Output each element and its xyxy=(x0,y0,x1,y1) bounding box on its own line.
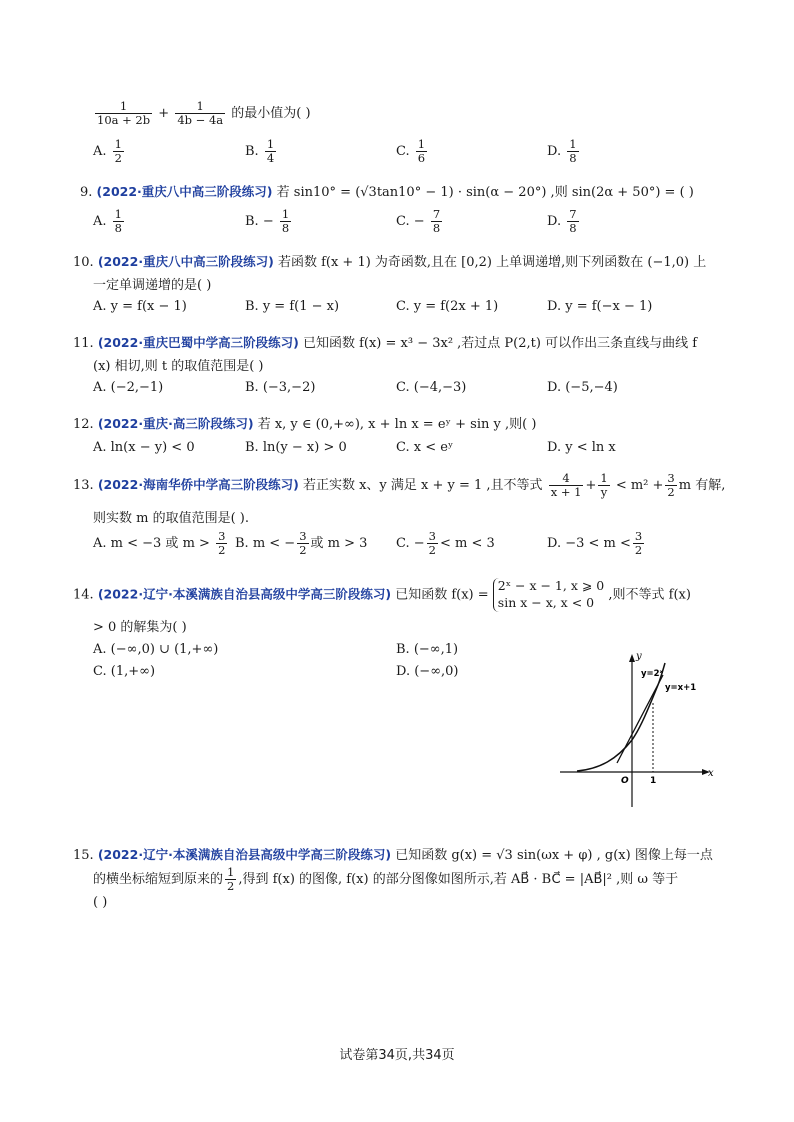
q10-stem-line2: 一定单调递增的是( ) xyxy=(93,278,212,293)
option-fraction xyxy=(297,530,308,557)
q8-tail-text: 的最小值为( ) xyxy=(231,106,311,122)
question-text: 若函数 f(x + 1) 为奇函数,且在 [0,2) 上单调递增,则下列函数在 (−1,0) 上 xyxy=(277,255,707,270)
frac-num: 1 xyxy=(600,471,608,485)
q12-option-c[interactable]: C. x < eʸ xyxy=(396,440,454,455)
q10-option-c[interactable]: C. y = f(2x + 1) xyxy=(396,299,499,314)
question-text: 的横坐标缩短到原来的 xyxy=(93,872,224,888)
question-source: (2022·重庆·高三阶段练习) xyxy=(97,416,254,431)
question-number: 11. xyxy=(73,336,94,351)
question-text: 已知函数 f(x) = xyxy=(395,587,489,603)
option-sign: − xyxy=(262,214,274,230)
option-fraction xyxy=(431,208,442,235)
q11-option-c[interactable]: C. (−4,−3) xyxy=(396,380,467,395)
q9-option-c[interactable] xyxy=(396,208,444,235)
frac-den: 4b − 4a xyxy=(177,113,224,128)
tick-label-1: 1 xyxy=(650,776,657,786)
frac-den: 8 xyxy=(281,221,290,236)
frac-num: 3 xyxy=(667,471,675,485)
frac-den: 2 xyxy=(299,543,307,558)
line-x-plus-1 xyxy=(617,675,663,763)
frac-num: 1 xyxy=(417,137,426,151)
question-text: < m² + xyxy=(615,478,664,494)
piecewise-brace xyxy=(493,578,604,612)
q14-option-d[interactable]: D. (−∞,0) xyxy=(396,664,459,679)
y-axis-arrow-icon xyxy=(629,654,635,662)
q11-option-b[interactable]: B. (−3,−2) xyxy=(245,380,316,395)
q8-fraction-1 xyxy=(95,100,152,127)
option-text: C. − xyxy=(396,536,425,552)
q15-stem-line1 xyxy=(73,844,713,863)
question-source: (2022·辽宁·本溪满族自治县高级中学高三阶段练习) xyxy=(97,847,392,862)
q8-fraction-2 xyxy=(175,100,225,127)
option-fraction xyxy=(427,530,438,557)
frac-num: 3 xyxy=(299,529,307,543)
frac-num: 1 xyxy=(175,100,225,114)
question-text: ,则不等式 f(x) xyxy=(608,587,691,603)
question-text: 已知函数 g(x) = √3 sin(ωx + φ) , g(x) 图像上每一点 xyxy=(395,848,713,863)
option-text: < m < 3 xyxy=(439,536,495,552)
frac-num: 1 xyxy=(281,207,290,221)
frac-den: 10a + 2b xyxy=(97,113,151,128)
q8-option-a[interactable] xyxy=(93,138,126,165)
q11-stem-line1 xyxy=(73,332,697,351)
option-fraction xyxy=(113,138,124,165)
frac-num: 1 xyxy=(227,865,235,879)
q12-stem xyxy=(73,413,536,432)
question-source: (2022·重庆巴蜀中学高三阶段练习) xyxy=(97,335,299,350)
q13-stem-line2: 则实数 m 的取值范围是( ). xyxy=(93,511,250,526)
question-number: 9. xyxy=(80,185,93,200)
plus-sign: + xyxy=(585,478,597,494)
frac-num: 3 xyxy=(634,529,643,543)
q13-stem-line1 xyxy=(73,472,725,499)
frac-den: x + 1 xyxy=(550,485,582,500)
q15-fraction xyxy=(225,866,236,893)
question-number: 12. xyxy=(73,417,94,432)
q13-option-c[interactable] xyxy=(396,530,495,557)
frac-den: 8 xyxy=(432,221,441,236)
frac-den: 6 xyxy=(417,151,426,166)
option-label: A. xyxy=(93,214,107,230)
frac-den: 8 xyxy=(569,151,577,166)
q14-stem-line2: > 0 的解集为( ) xyxy=(93,620,187,635)
frac-den: 2 xyxy=(218,543,226,558)
q10-option-a[interactable]: A. y = f(x − 1) xyxy=(93,299,187,314)
question-source: (2022·重庆八中高三阶段练习) xyxy=(97,254,274,269)
q15-stem-line2 xyxy=(93,866,678,893)
option-label: D. xyxy=(547,214,562,230)
question-source: (2022·重庆八中高三阶段练习) xyxy=(96,184,273,199)
q9-option-a[interactable] xyxy=(93,208,126,235)
frac-den: 2 xyxy=(667,485,675,500)
question-text: 若 x, y ∈ (0,+∞), x + ln x = eʸ + sin y ,则( ) xyxy=(257,417,537,432)
option-text: B. m < − xyxy=(235,536,296,552)
frac-num: 1 xyxy=(266,137,275,151)
q12-option-a[interactable]: A. ln(x − y) < 0 xyxy=(93,440,195,455)
option-fraction xyxy=(216,530,227,557)
option-text: 或 m > 3 xyxy=(310,536,368,552)
page-footer: 试卷第34页,共34页 xyxy=(339,1048,455,1063)
q13-option-a[interactable] xyxy=(93,530,229,557)
option-fraction xyxy=(567,208,578,235)
question-number: 15. xyxy=(73,848,94,863)
option-label: B. xyxy=(245,144,259,160)
q13-option-d[interactable] xyxy=(547,530,646,557)
curve1-label: y=2ˣ xyxy=(641,669,664,679)
frac-num: 1 xyxy=(569,137,577,151)
y-axis-label: y xyxy=(636,651,642,662)
question-number: 10. xyxy=(73,255,94,270)
q11-option-d[interactable]: D. (−5,−4) xyxy=(547,380,618,395)
question-text: 若正实数 x、y 满足 x + y = 1 ,且不等式 xyxy=(302,478,543,494)
piecewise-case-2: sin x − x, x < 0 xyxy=(497,594,595,610)
question-text: 若 sin10° = (√3tan10° − 1) · sin(α − 20°) ,则 sin(2α + 50°) = ( ) xyxy=(276,185,694,200)
q15-stem-line3: ( ) xyxy=(93,895,108,910)
q14-stem-line1 xyxy=(73,578,691,612)
q12-option-d[interactable]: D. y < ln x xyxy=(547,440,616,455)
question-number: 13. xyxy=(73,478,94,494)
option-fraction xyxy=(567,138,578,165)
q13-fraction-1 xyxy=(549,472,584,499)
question-text: ,得到 f(x) 的图像, f(x) 的部分图像如图所示,若 AB⃗ · BC⃗ = |AB⃗|² ,则 ω 等于 xyxy=(238,872,679,888)
question-source: (2022·海南华侨中学高三阶段练习) xyxy=(97,477,299,493)
frac-num: 7 xyxy=(569,207,577,221)
option-fraction xyxy=(633,530,644,557)
q10-option-d[interactable]: D. y = f(−x − 1) xyxy=(547,299,653,314)
q8-stem-tail xyxy=(93,100,311,127)
q9-option-d[interactable] xyxy=(547,208,581,235)
q10-stem-line1 xyxy=(73,251,706,270)
frac-den: 8 xyxy=(114,221,122,236)
frac-den: 8 xyxy=(569,221,577,236)
option-fraction xyxy=(280,208,291,235)
plus-sign: + xyxy=(158,106,170,122)
frac-num: 1 xyxy=(114,207,122,221)
option-fraction xyxy=(265,138,276,165)
q8-option-c[interactable] xyxy=(396,138,429,165)
frac-den: 2 xyxy=(634,543,643,558)
q12-option-b[interactable]: B. ln(y − x) > 0 xyxy=(245,440,347,455)
option-text: A. m < −3 或 m > xyxy=(93,536,210,552)
function-graph xyxy=(555,645,725,810)
frac-den: 2 xyxy=(227,879,235,894)
option-text: D. −3 < m < xyxy=(547,536,631,552)
q14-option-a[interactable]: A. (−∞,0) ∪ (1,+∞) xyxy=(93,642,219,657)
frac-den: 4 xyxy=(266,151,275,166)
option-label: D. xyxy=(547,144,562,160)
frac-num: 7 xyxy=(432,207,441,221)
q8-option-b[interactable] xyxy=(245,138,278,165)
frac-num: 1 xyxy=(114,137,122,151)
option-fraction xyxy=(113,208,124,235)
option-label: C. xyxy=(396,214,410,230)
piecewise-case-1: 2ˣ − x − 1, x ⩾ 0 xyxy=(497,578,605,593)
option-fraction xyxy=(416,138,427,165)
option-sign: − xyxy=(413,214,425,230)
option-label: A. xyxy=(93,144,107,160)
question-text: m 有解, xyxy=(678,478,726,494)
q10-option-b[interactable]: B. y = f(1 − x) xyxy=(245,299,340,314)
question-number: 14. xyxy=(73,587,94,603)
frac-num: 4 xyxy=(549,472,584,486)
option-label: B. xyxy=(245,214,259,230)
q11-option-a[interactable]: A. (−2,−1) xyxy=(93,380,164,395)
option-label: C. xyxy=(396,144,410,160)
frac-den: 2 xyxy=(114,151,122,166)
origin-label: O xyxy=(621,776,629,786)
q14-option-b[interactable]: B. (−∞,1) xyxy=(396,642,459,657)
curve2-label: y=x+1 xyxy=(665,683,697,693)
frac-den: 2 xyxy=(428,543,436,558)
q9-option-b[interactable] xyxy=(245,208,293,235)
q14-option-c[interactable]: C. (1,+∞) xyxy=(93,664,156,679)
q8-option-d[interactable] xyxy=(547,138,581,165)
q13-fraction-3 xyxy=(665,472,676,499)
q11-stem-line2: (x) 相切,则 t 的取值范围是( ) xyxy=(93,359,264,374)
q13-option-b[interactable] xyxy=(235,530,367,557)
frac-num: 1 xyxy=(95,100,152,114)
x-axis-label: x xyxy=(708,768,714,779)
frac-num: 3 xyxy=(428,529,436,543)
question-text: 已知函数 f(x) = x³ − 3x² ,若过点 P(2,t) 可以作出三条直线与曲线 f xyxy=(302,336,698,351)
frac-num: 3 xyxy=(218,529,226,543)
q9-stem xyxy=(80,181,694,200)
q13-fraction-2 xyxy=(598,472,609,499)
question-source: (2022·辽宁·本溪满族自治县高级中学高三阶段练习) xyxy=(97,586,392,602)
frac-den: y xyxy=(600,485,608,500)
